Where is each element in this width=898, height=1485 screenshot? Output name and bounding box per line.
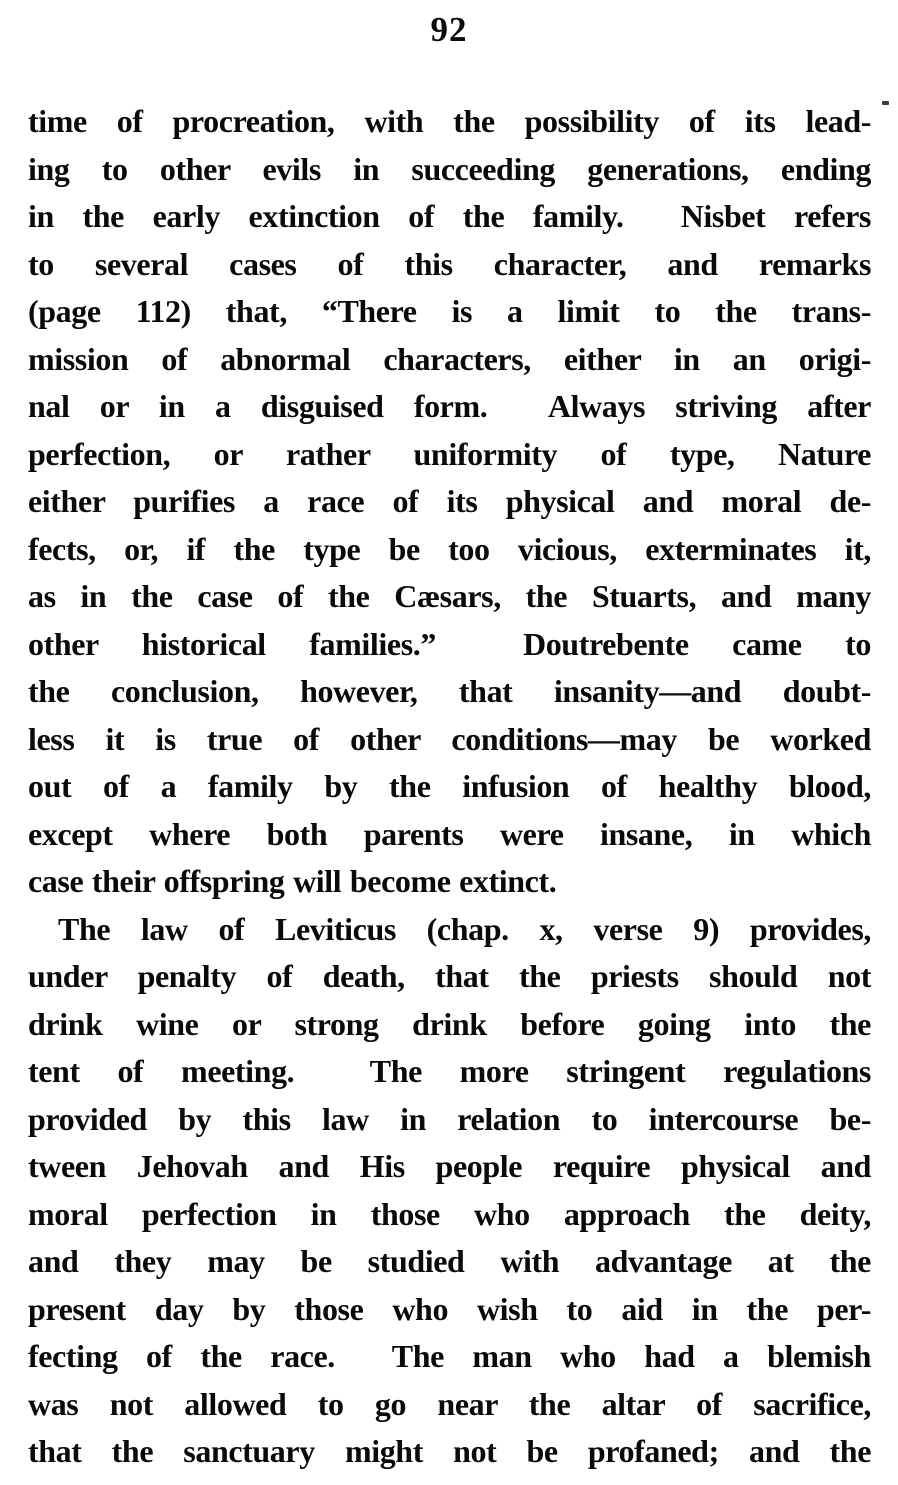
text-line: to several cases of this character, and remarks <box>28 245 871 282</box>
text-line: perfection, or rather uniformity of type, Nature <box>28 435 871 472</box>
text-line: present day by those who wish to aid in the per- <box>28 1290 871 1327</box>
text-line: in the early extinction of the family. Nisbet refers <box>28 198 871 234</box>
text-line: moral perfection in those who approach the deity, <box>28 1195 871 1232</box>
text-line: except where both parents were insane, in which <box>28 815 871 852</box>
text-line: mission of abnormal characters, either in an origi- <box>28 340 871 377</box>
text-line: fects, or, if the type be too vicious, exterminates it, <box>28 530 871 567</box>
text-line: tween Jehovah and His people require physical and <box>28 1148 871 1184</box>
scan-speck-artifact <box>882 101 889 105</box>
text-line: case their offspring will become extinct. <box>28 863 557 899</box>
text-line: under penalty of death, that the priests should not <box>28 958 871 994</box>
text-line: The law of Leviticus (chap. x, verse 9) provides, <box>58 910 871 947</box>
text-line: out of a family by the infusion of healthy blood, <box>28 768 871 804</box>
page-number: 92 <box>430 10 468 49</box>
page-text-block <box>28 98 871 1476</box>
text-line: provided by this law in relation to intercourse be- <box>28 1100 871 1137</box>
text-line: was not allowed to go near the altar of sacrifice, <box>28 1385 871 1422</box>
text-line: as in the case of the Cæsars, the Stuarts, and many <box>28 578 871 614</box>
text-line: drink wine or strong drink before going into the <box>28 1005 871 1042</box>
text-line: less it is true of other conditions—may be worked <box>28 720 871 757</box>
text-line: (page 112) that, “There is a limit to the trans- <box>28 293 871 329</box>
text-line: that the sanctuary might not be profaned; and the <box>28 1433 871 1469</box>
text-line: nal or in a disguised form. Always striving after <box>28 388 871 424</box>
text-line: tent of meeting. The more stringent regulations <box>28 1053 871 1089</box>
text-line: and they may be studied with advantage at the <box>28 1243 871 1279</box>
text-line: fecting of the race. The man who had a blemish <box>28 1338 871 1374</box>
text-line: time of procreation, with the possibility of its lead- <box>28 103 871 139</box>
text-line: other historical families.” Doutrebente came to <box>28 625 871 662</box>
text-line: either purifies a race of its physical and moral de- <box>28 483 871 519</box>
text-line: ing to other evils in succeeding generations, ending <box>28 150 871 187</box>
text-line: the conclusion, however, that insanity—and doubt- <box>28 673 871 709</box>
